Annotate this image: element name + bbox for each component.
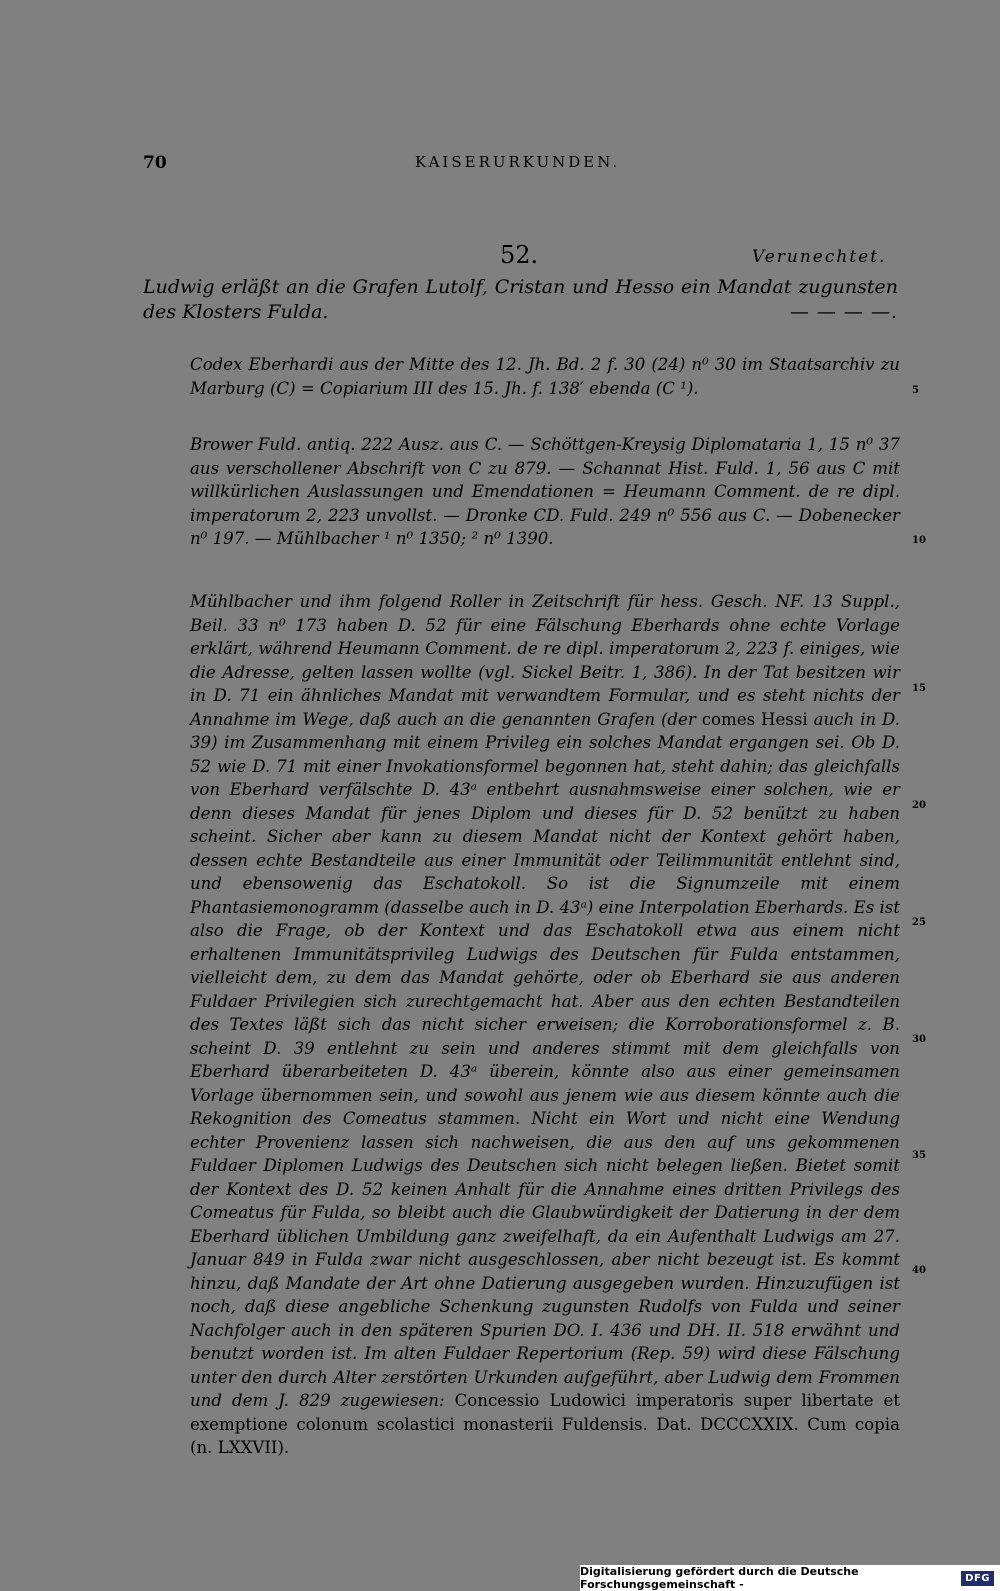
- page-number: 70: [143, 153, 167, 173]
- dfg-logo: DFG: [961, 1571, 994, 1586]
- footer-banner: [580, 1565, 1000, 1591]
- line-number-15: 15: [912, 683, 926, 694]
- latin-quote: Concessio Ludowici imperatoris super libertate et exemptione colonum scolastici monasterii Fuldensis. Dat. DCCCXXIX. Cum copia (n. LXXVII).: [190, 1391, 900, 1457]
- line-number-5: 5: [912, 385, 919, 396]
- line-number-30: 30: [912, 1034, 926, 1045]
- running-title: KAISERURKUNDEN.: [415, 153, 621, 171]
- line-number-10: 10: [912, 535, 926, 546]
- line-number-20: 20: [912, 800, 926, 811]
- commentary-roman-phrase: comes Hessi: [701, 709, 808, 729]
- manuscript-sources: Codex Eberhardi aus der Mitte des 12. Jh. Bd. 2 f. 30 (24) n⁰ 30 im Staatsarchiv zu Marburg (C) = Copiarium III des 15. Jh. f. 138′ ebenda (C ¹).: [190, 355, 900, 398]
- editions-list: Brower Fuld. antiq. 222 Ausz. aus C. — Schöttgen-Kreysig Diplomataria 1, 15 n⁰ 37 aus verschollener Abschrift von C zu 879. — Schannat Hist. Fuld. 1, 56 aus C mit willkürlichen Auslassungen und Emendationen = Heumann Comment. de re dipl. imperatorum 2, 223 unvollst. — Dronke CD. Fuld. 249 n⁰ 556 aus C. — Dobenecker n⁰ 197. — Mühlbacher ¹ n⁰ 1350; ² n⁰ 1390.: [190, 435, 900, 548]
- line-number-25: 25: [912, 917, 926, 928]
- document-number: 52.: [500, 241, 539, 269]
- line-number-35: 35: [912, 1150, 926, 1161]
- commentary-part-2: auch in D. 39) im Zusammenhang mit einem Privileg ein solches Mandat ergangen sei. Ob D. 52 wie D. 71 mit einer Invokationsformel begonnen hat, steht dahin; das gleichfalls von Eberhard verfälschte D. 43ᵃ entbehrt ausnahmsweise einer solchen, wie er denn dieses Mandat für jenes Diplom und dieses für D. 52 benützt zu haben scheint. Sicher aber kann zu diesem Mandat nicht der Kontext gehört haben, dessen echte Bestandteile aus einer Immunität oder Teilimmunität entlehnt sind, und ebensowenig das Eschatokoll. So ist die Signumzeile mit einem Phantasiemonogramm (dasselbe auch in D. 43ᵃ) eine Interpolation Eberhards. Es ist also die Frage, ob der Kontext und das Eschatokoll etwa aus einem nicht erhaltenen Immunitätsprivileg Ludwigs des Deutschen für Fulda entstammen, vielleicht dem, zu dem das Mandat gehörte, oder ob Eberhard sie aus anderen Fuldaer Privilegien sich zurechtgemacht hat. Aber aus den echten Bestandteilen des Textes läßt sich das nicht sicher erweisen; die Korroborationsformel z. B. scheint D. 39 entlehnt zu sein und anderes stimmt mit dem gleichfalls von Eberhard überarbeiteten D. 43ᵃ überein, könnte also aus einer gemeinsamen Vorlage übernommen sein, und sowohl aus jenem wie aus diesem könnte auch die Rekognition des Comeatus stammen. Nicht ein Wort und nicht eine Wendung echter Provenienz lassen sich nachweisen, die aus den auf uns gekommenen Fuldaer Diplomen Ludwigs des Deutschen sich nicht belegen ließen. Bietet somit der Kontext des D. 52 keinen Anhalt für die Annahme eines dritten Privilegs des Comeatus für Fulda, so bleibt auch die Glaubwürdigkeit der Datierung in der dem Eberhard üblichen Umbildung ganz zweifelhaft, da ein Aufenthalt Ludwigs am 27. Januar 849 in Fulda zwar nicht ausgeschlossen, aber nicht bezeugt ist. Es kommt hinzu, daß Mandate der Art ohne Datierung ausgegeben wurden. Hinzuzufügen ist noch, daß diese angebliche Schenkung zugunsten Rudolfs von Fulda und seiner Nachfolger auch in den späteren Spurien DO. I. 436 und DH. II. 518 erwähnt und benutzt worden ist. Im alten Fuldaer Repertorium (Rep. 59) wird diese Fälschung unter den durch Alter zerstörten Urkunden aufgeführt, aber Ludwig dem Frommen und dem J. 829 zugewiesen:: [190, 709, 900, 1410]
- commentary-part-1: Mühlbacher und ihm folgend Roller in Zeitschrift für hess. Gesch. NF. 13 Suppl., Beil. 33 n⁰ 173 haben D. 52 für eine Fälschung Eberhards ohne echte Vorlage erklärt, während Heumann Comment. de re dipl. imperatorum 2, 223 f. einiges, wie die Adresse, gelten lassen wollte (vgl. Sickel Beitr. 1, 386). In der Tat besitzen wir in D. 71 ein ähnliches Mandat mit verwandtem Formular, und es steht nichts der Annahme im Wege, daß auch an die genannten Grafen (der: [190, 592, 900, 729]
- footer-text: Digitalisierung gefördert durch die Deutsche Forschungsgemeinschaft -: [580, 1565, 859, 1591]
- title-dashes: — — — —.: [789, 301, 898, 323]
- document-title: [143, 275, 898, 325]
- title-text: Ludwig erläßt an die Grafen Lutolf, Cristan und Hesso ein Mandat zugunsten des Klosters Fulda.: [143, 276, 898, 323]
- document-status: Verunechtet.: [752, 247, 887, 267]
- commentary: [190, 590, 900, 1460]
- line-number-40: 40: [912, 1265, 926, 1276]
